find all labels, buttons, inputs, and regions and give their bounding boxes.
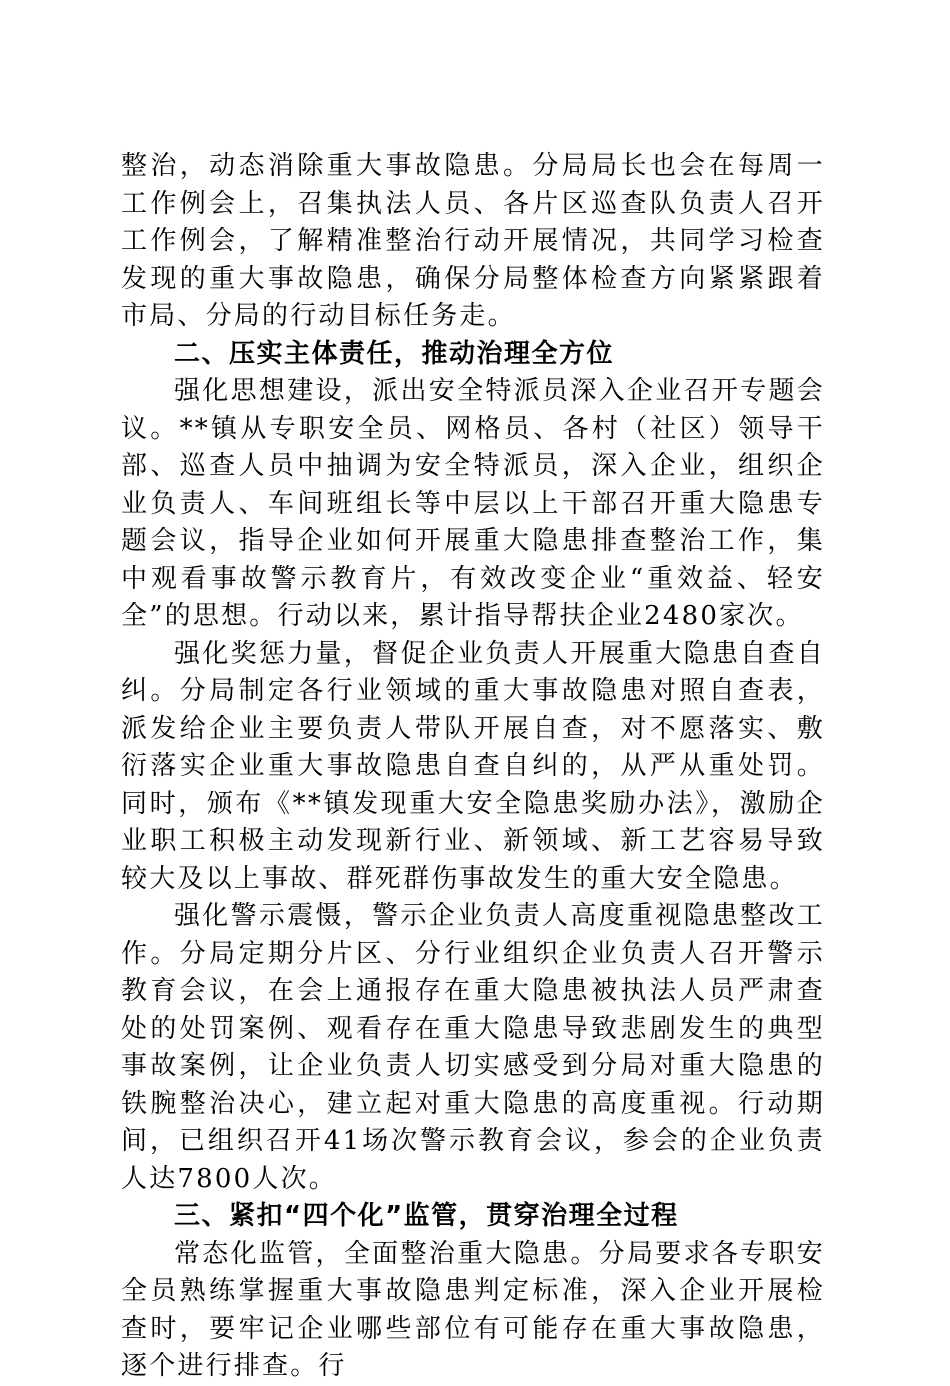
body-paragraph: 常态化监管，全面整治重大隐患。分局要求各专职安全员熟练掌握重大事故隐患判定标准，深入企业开展检查时，要牢记企业哪些部位有可能存在重大事故隐患，逐个进行排查。行 [121, 1238, 825, 1381]
body-paragraph: 强化警示震慑，警示企业负责人高度重视隐患整改工作。分局定期分片区、分行业组织企业负责人召开警示教育会议，在会上通报存在重大隐患被执法人员严肃查处的处罚案例、观看存在重大隐患导致悲剧发生的典型事故案例，让企业负责人切实感受到分局对重大隐患的铁腕整治决心，建立起对重大隐患的高度重视。行动期间，已组织召开41场次警示教育会议，参会的企业负责人达7800人次。 [121, 901, 825, 1194]
body-paragraph: 强化思想建设，派出安全特派员深入企业召开专题会议。**镇从专职安全员、网格员、各村（社区）领导干部、巡查人员中抽调为安全特派员，深入企业，组织企业负责人、车间班组长等中层以上干部召开重大隐患专题会议，指导企业如何开展重大隐患排查整治工作，集中观看事故警示教育片，有效改变企业“重效益、轻安全”的思想。行动以来，累计指导帮扶企业2480家次。 [121, 376, 825, 631]
section-heading: 二、压实主体责任，推动治理全方位 [174, 338, 615, 369]
body-paragraph: 强化奖惩力量，督促企业负责人开展重大隐患自查自纠。分局制定各行业领域的重大事故隐患对照自查表，派发给企业主要负责人带队开展自查，对不愿落实、敷衍落实企业重大事故隐患自查自纠的，从严从重处罚。同时，颁布《**镇发现重大安全隐患奖励办法》，激励企业职工积极主动发现新行业、新领域、新工艺容易导致较大及以上事故、群死群伤事故发生的重大安全隐患。 [121, 638, 825, 894]
document-page [121, 148, 825, 1386]
section-heading: 三、紧扣“四个化”监管，贯穿治理全过程 [174, 1201, 679, 1231]
body-paragraph: 整治，动态消除重大事故隐患。分局局长也会在每周一工作例会上，召集执法人员、各片区巡查队负责人召开工作例会，了解精准整治行动开展情况，共同学习检查发现的重大事故隐患，确保分局整体检查方向紧紧跟着市局、分局的行动目标任务走。 [121, 151, 825, 331]
